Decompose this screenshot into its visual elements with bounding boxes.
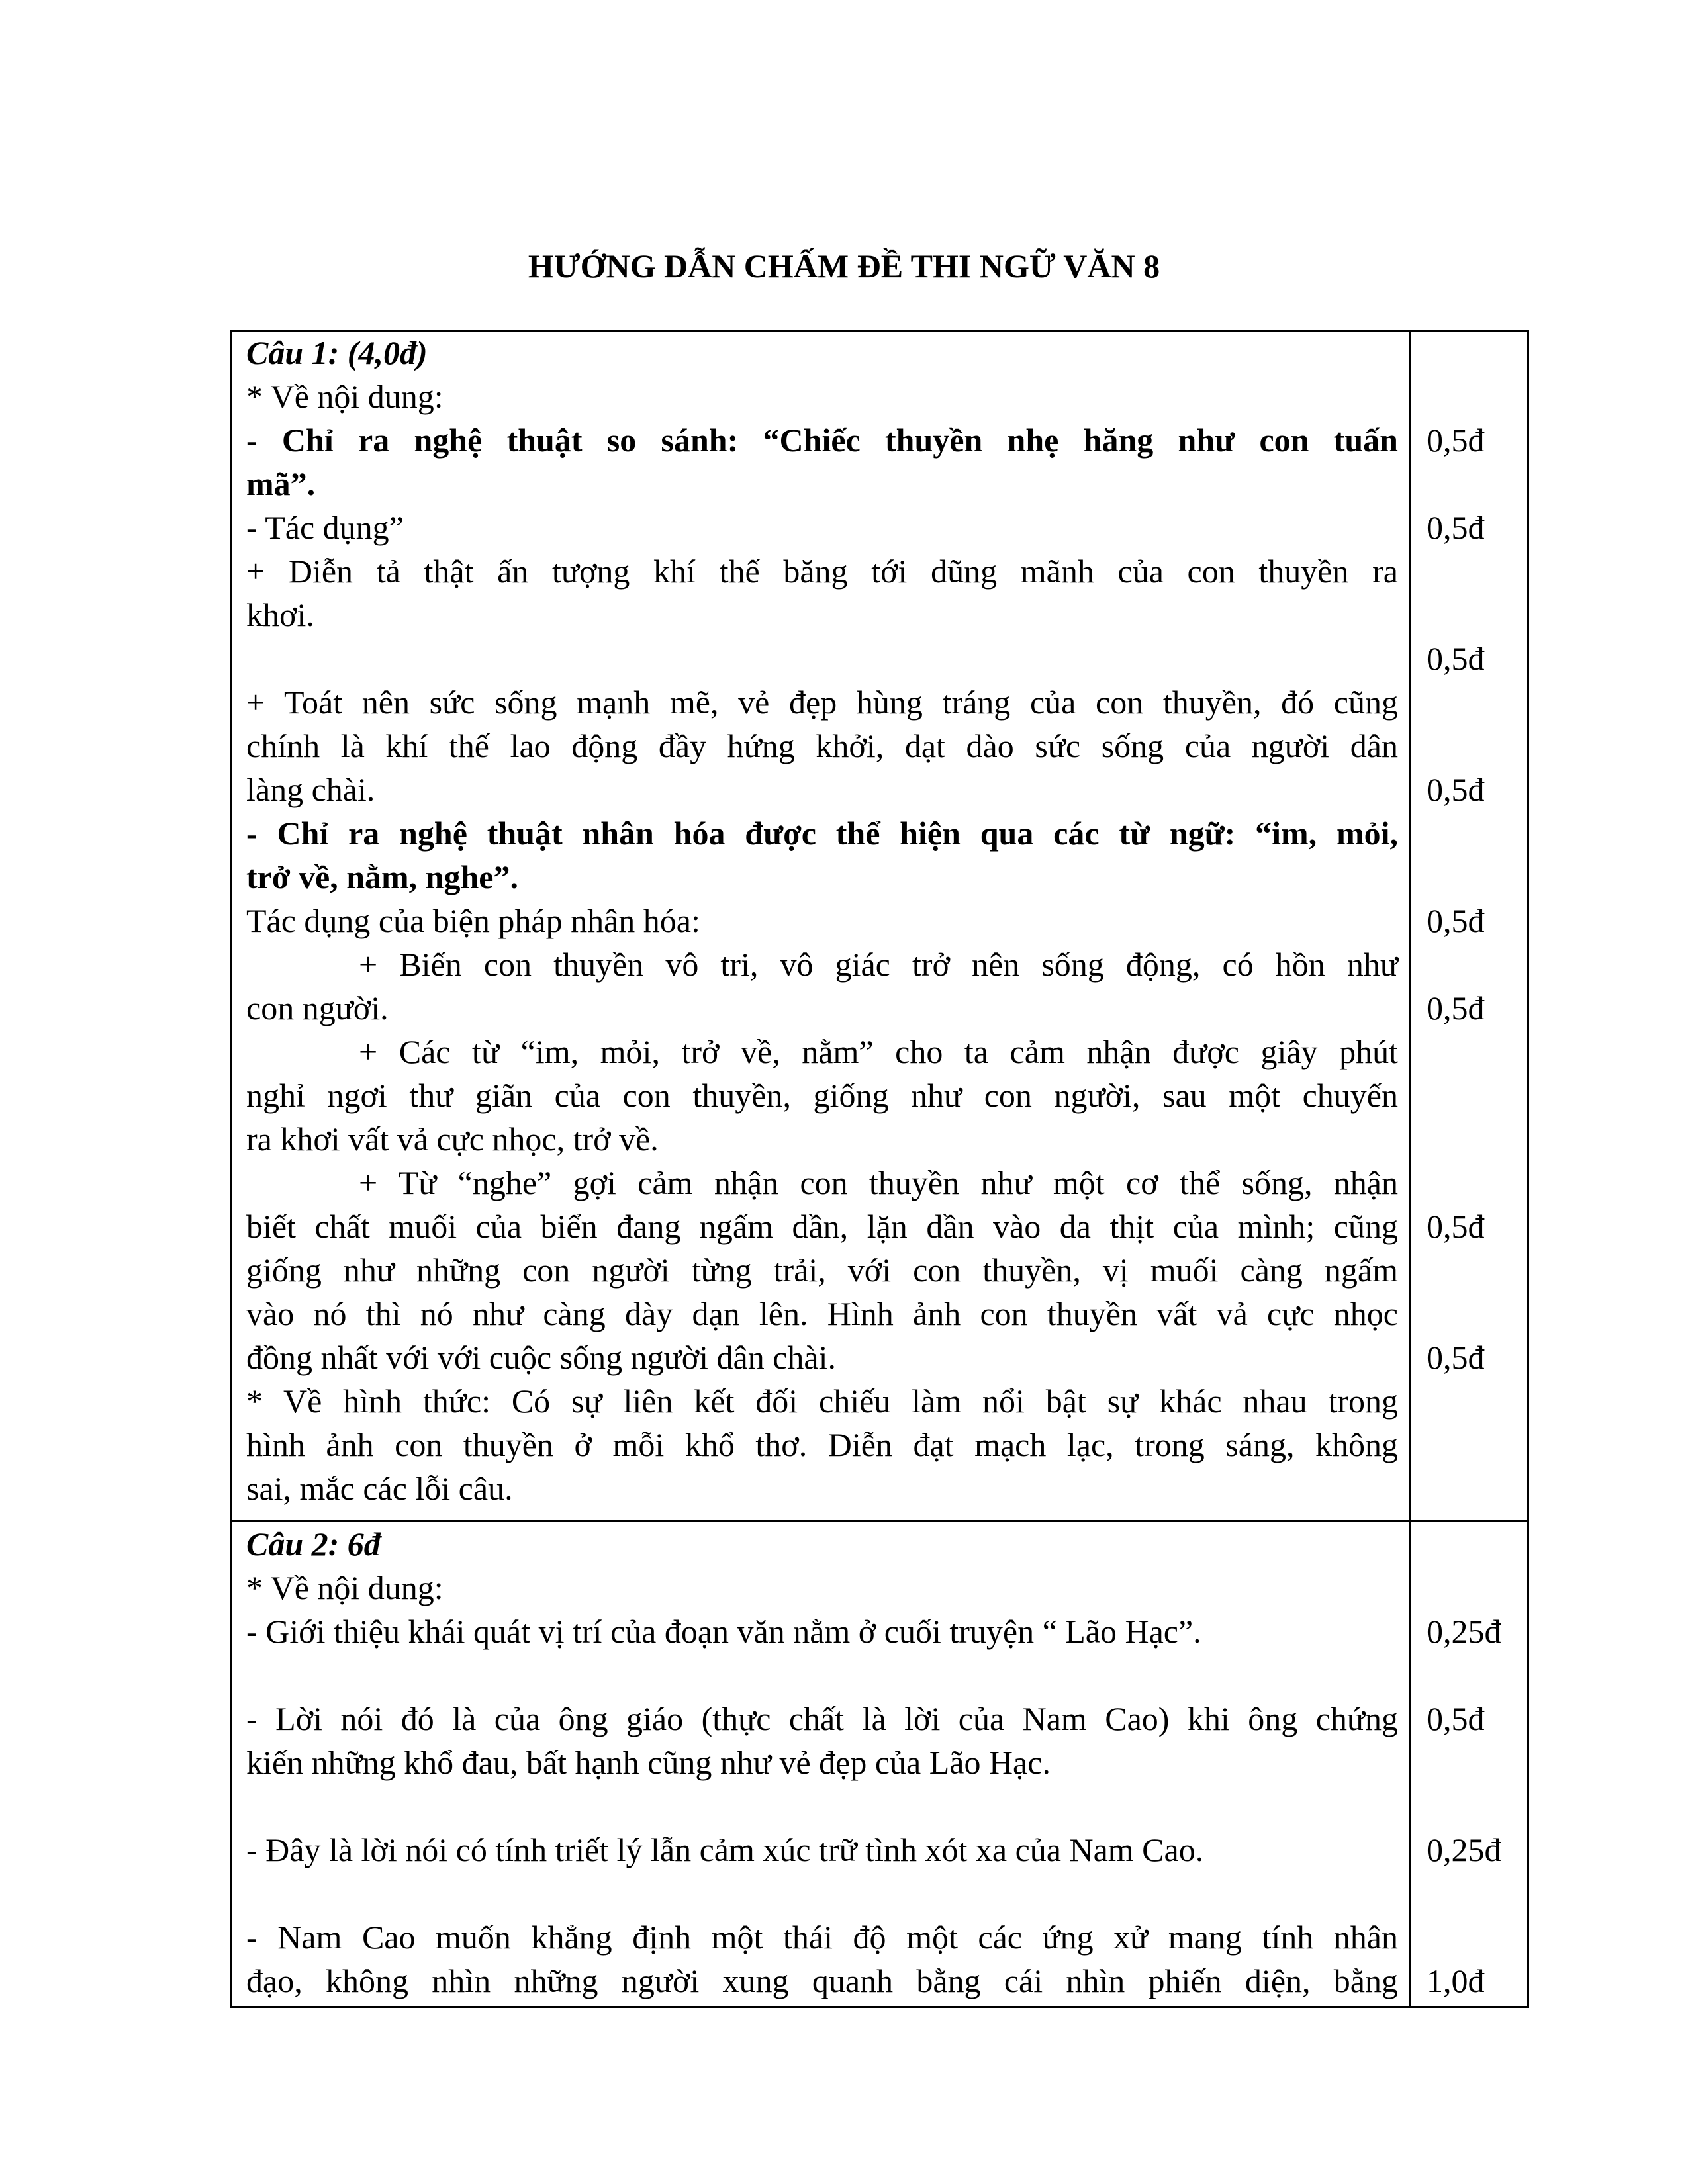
- q1-line: trở về, nằm, nghe”.: [246, 858, 518, 895]
- q1-line: đồng nhất với với cuộc sống người dân chài.: [246, 1339, 836, 1376]
- q1-line: Tác dụng của biện pháp nhân hóa:: [246, 902, 700, 939]
- question-2-heading: Câu 2: 6đ: [246, 1525, 381, 1563]
- q2-line: - Giới thiệu khái quát vị trí của đoạn văn nằm ở cuối truyện “ Lão Hạc”.: [246, 1613, 1201, 1650]
- q1-score: 0,5đ: [1427, 1339, 1485, 1376]
- q1-line: sai, mắc các lỗi câu.: [246, 1470, 513, 1507]
- q1-line: + Biến con thuyền vô tri, vô giác trở nên sống động, có hồn như: [359, 946, 1398, 983]
- q1-line: nghỉ ngơi thư giãn của con thuyền, giống như con người, sau một chuyến: [246, 1077, 1398, 1114]
- q2-line: * Về nội dung:: [246, 1569, 444, 1606]
- q2-score: 0,5đ: [1427, 1700, 1485, 1737]
- question-1-heading: Câu 1: (4,0đ): [246, 334, 428, 371]
- q1-line: - Chỉ ra nghệ thuật so sánh: “Chiếc thuyền nhẹ hăng như con tuấn: [246, 422, 1398, 459]
- q1-line: + Diễn tả thật ấn tượng khí thế băng tới dũng mãnh của con thuyền ra: [246, 553, 1398, 590]
- q1-line: mã”.: [246, 465, 316, 502]
- page-title: HƯỚNG DẪN CHẤM ĐỀ THI NGỮ VĂN 8: [528, 248, 1160, 285]
- q1-score: 0,5đ: [1427, 771, 1485, 808]
- q2-score: 0,25đ: [1427, 1613, 1501, 1650]
- q1-score: 0,5đ: [1427, 509, 1485, 546]
- q1-line: ra khơi vất vả cực nhọc, trở về.: [246, 1120, 659, 1158]
- q1-line: + Từ “nghe” gợi cảm nhận con thuyền như một cơ thể sống, nhận: [359, 1164, 1398, 1201]
- q1-score: 0,5đ: [1427, 1208, 1485, 1245]
- q1-line: + Các từ “im, mỏi, trở về, nằm” cho ta cảm nhận được giây phút: [359, 1033, 1398, 1070]
- q1-line: + Toát nên sức sống mạnh mẽ, vẻ đẹp hùng tráng của con thuyền, đó cũng: [246, 684, 1398, 721]
- q1-score: 0,5đ: [1427, 902, 1485, 939]
- q1-line: biết chất muối của biển đang ngấm dần, lặn dần vào da thịt của mình; cũng: [246, 1208, 1398, 1245]
- q1-score: 0,5đ: [1427, 989, 1485, 1026]
- q1-line: chính là khí thế lao động đầy hứng khởi, dạt dào sức sống của người dân: [246, 727, 1398, 764]
- q1-line: * Về hình thức: Có sự liên kết đối chiếu làm nổi bật sự khác nhau trong: [246, 1383, 1398, 1420]
- q1-line: - Tác dụng”: [246, 509, 404, 546]
- q1-line: giống như những con người từng trải, với con thuyền, vị muối càng ngấm: [246, 1251, 1398, 1289]
- q2-line: - Nam Cao muốn khẳng định một thái độ một các ứng xử mang tính nhân: [246, 1919, 1398, 1956]
- q2-score: 1,0đ: [1427, 1962, 1485, 1999]
- q2-line: đạo, không nhìn những người xung quanh bằng cái nhìn phiến diện, bằng: [246, 1962, 1398, 1999]
- q1-line: khơi.: [246, 596, 314, 633]
- q1-line: vào nó thì nó như càng dày dạn lên. Hình ảnh con thuyền vất vả cực nhọc: [246, 1295, 1398, 1332]
- q1-line: hình ảnh con thuyền ở mỗi khổ thơ. Diễn đạt mạch lạc, trong sáng, không: [246, 1426, 1398, 1463]
- q2-line: - Đây là lời nói có tính triết lý lẫn cảm xúc trữ tình xót xa của Nam Cao.: [246, 1831, 1204, 1868]
- q2-line: - Lời nói đó là của ông giáo (thực chất là lời của Nam Cao) khi ông chứng: [246, 1700, 1398, 1737]
- q1-line: * Về nội dung:: [246, 378, 444, 415]
- q2-score: 0,25đ: [1427, 1831, 1501, 1868]
- q1-score: 0,5đ: [1427, 422, 1485, 459]
- q1-line: con người.: [246, 989, 389, 1026]
- q1-score: 0,5đ: [1427, 640, 1485, 677]
- column-divider: [1409, 330, 1411, 2008]
- q1-line: - Chỉ ra nghệ thuật nhân hóa được thể hiện qua các từ ngữ: “im, mỏi,: [246, 815, 1398, 852]
- q1-line: làng chài.: [246, 771, 375, 808]
- q2-line: kiến những khổ đau, bất hạnh cũng như vẻ đẹp của Lão Hạc.: [246, 1744, 1051, 1781]
